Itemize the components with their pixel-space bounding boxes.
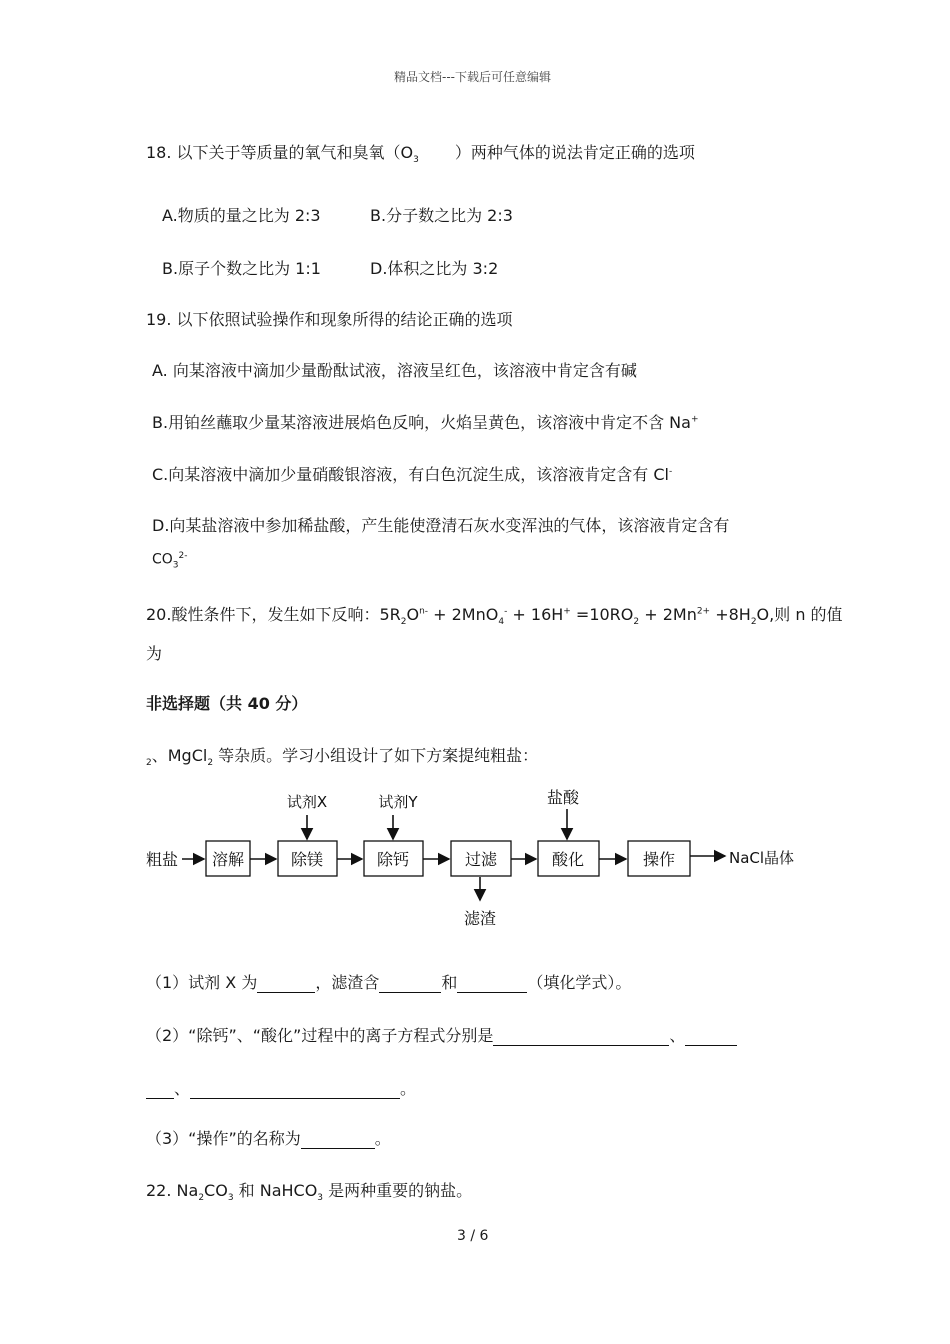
q18-option-b: B.分子数之比为 2:3 xyxy=(370,206,513,225)
page-number: 3 / 6 xyxy=(457,1228,489,1244)
sub-question-3: （3）“操作”的名称为 。 xyxy=(146,1129,391,1148)
answer-blank[interactable] xyxy=(257,976,315,993)
answer-blank[interactable] xyxy=(379,976,441,993)
flow-reagent-y: 试剂Y xyxy=(378,793,418,811)
q19-option-d-formula: $CO_3^{2-}$ xyxy=(152,551,188,571)
q19-option-c: C.向某溶液中滴加少量硝酸银溶液，有白色沉淀生成，该溶液肯定含有 Cl- xyxy=(152,465,673,484)
q19-option-d: D.向某盐溶液中参加稀盐酸，产生能使澄清石灰水变浑浊的气体，该溶液肯定含有 xyxy=(152,516,730,535)
q19-option-b: B.用铂丝蘸取少量某溶液进展焰色反响，火焰呈黄色，该溶液中肯定不含 Na+ xyxy=(152,413,699,432)
flow-input: 粗盐 xyxy=(146,850,179,869)
flow-step-dissolve: 溶解 xyxy=(211,850,245,869)
question-20-line2: 为 xyxy=(146,644,163,663)
answer-blank[interactable] xyxy=(190,1082,400,1099)
q19-option-a: A. 向某溶液中滴加少量酚酞试液，溶液呈红色，该溶液中肯定含有碱 xyxy=(152,361,637,380)
sub-question-1: （1）试剂 X 为 ，滤渣含 和 （填化学式）。 xyxy=(146,973,632,992)
q18-option-a: A.物质的量之比为 2:3 xyxy=(162,206,321,225)
q18-option-d: D.体积之比为 3:2 xyxy=(370,259,499,278)
answer-blank[interactable] xyxy=(457,976,527,993)
flow-step-acidify: 酸化 xyxy=(551,850,585,869)
question-18-stem: 18. 以下关于等质量的氧气和臭氧（$O_3$ ）两种气体的说法肯定正确的选项 xyxy=(146,143,695,166)
question-21-stem: $_2$、MgCl$_2$ 等杂质。学习小组设计了如下方案提纯粗盐： xyxy=(146,746,539,769)
section-title: 非选择题（共 40 分） xyxy=(146,694,308,713)
answer-blank[interactable] xyxy=(146,1082,174,1099)
sub-question-2-cont: 、 。 xyxy=(146,1076,416,1099)
flow-step-filter: 过滤 xyxy=(464,850,498,869)
answer-blank[interactable] xyxy=(301,1132,375,1149)
sub-question-2: （2）“除钙”、“酸化”过程中的离子方程式分别是 、 xyxy=(146,1023,737,1046)
flow-reagent-x: 试剂X xyxy=(286,793,328,811)
purification-flow-diagram xyxy=(140,785,810,935)
flow-step-remove-mg: 除镁 xyxy=(290,850,324,869)
flow-residue: 滤渣 xyxy=(463,909,497,928)
question-20-stem: 20.酸性条件下，发生如下反响：$5R_2O^{n-} + 2MnO_4^- + 16H^+ =10RO_2 + 2Mn^{2+} +8H_2O$,则 n 的值 xyxy=(146,605,843,628)
flow-output: NaCl晶体 xyxy=(729,849,795,867)
q18-option-c: B.原子个数之比为 1:1 xyxy=(162,259,321,278)
page-header: 精品文档---下载后可任意编辑 xyxy=(394,70,551,84)
flow-step-remove-ca: 除钙 xyxy=(376,850,410,869)
answer-blank[interactable] xyxy=(685,1029,737,1046)
flow-acid: 盐酸 xyxy=(546,788,580,807)
answer-blank[interactable] xyxy=(493,1029,669,1046)
flow-step-operation: 操作 xyxy=(642,850,676,869)
question-19-stem: 19. 以下依照试验操作和现象所得的结论正确的选项 xyxy=(146,310,513,329)
question-22-stem: 22. $Na_2CO_3$ 和 NaHCO$_3$ 是两种重要的钠盐。 xyxy=(146,1181,473,1204)
